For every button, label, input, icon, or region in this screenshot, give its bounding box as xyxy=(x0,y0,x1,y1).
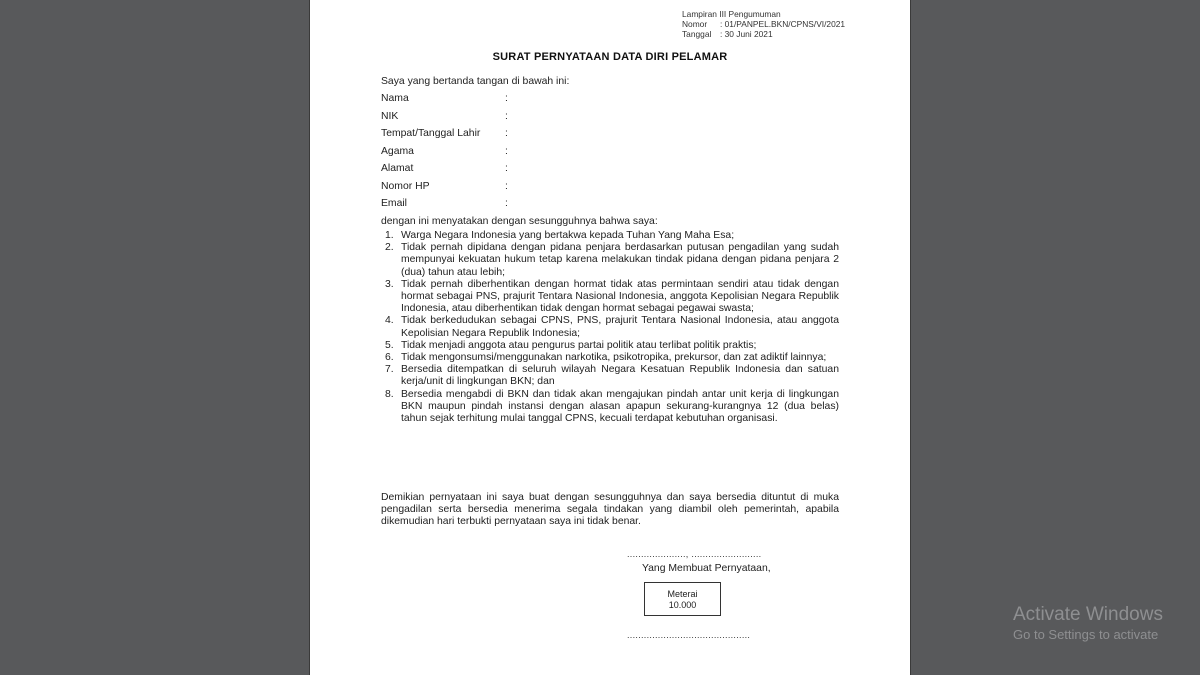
list-item-text: Tidak pernah dipidana dengan pidana penjara berdasarkan putusan pengadilan yang sudah mempunyai kekuatan hukum tetap karena melakukan tindak pidana dengan pidana penjara 2 (dua) tahun atau lebih; xyxy=(401,242,839,278)
list-item xyxy=(381,315,839,339)
list-item-number: 3. xyxy=(385,278,394,290)
list-item-number: 6. xyxy=(385,352,394,364)
meterai-stamp-box xyxy=(644,582,721,616)
list-item-number: 5. xyxy=(385,339,394,351)
meterai-label: Meterai xyxy=(667,589,698,599)
tanggal-line xyxy=(682,29,845,39)
signature-name-line: ............................................ xyxy=(627,630,751,640)
nomor-label: Nomor xyxy=(682,19,708,29)
field-colon: : xyxy=(505,145,508,157)
field-nama xyxy=(381,93,581,111)
page-border-left xyxy=(309,0,310,675)
field-label: Alamat xyxy=(381,163,414,174)
tanggal-label: Tanggal xyxy=(682,29,712,39)
list-item xyxy=(381,352,839,364)
document-header-info xyxy=(682,9,845,39)
field-agama xyxy=(381,146,581,164)
list-item xyxy=(381,230,839,242)
list-item xyxy=(381,242,839,279)
lampiran-line: Lampiran III Pengumuman xyxy=(682,9,781,19)
list-item-text: Bersedia ditempatkan di seluruh wilayah Negara Kesatuan Republik Indonesia dan satuan kerja/unit di lingkungan BKN; dan xyxy=(401,364,839,388)
list-item-number: 2. xyxy=(385,242,394,254)
field-label: Nomor HP xyxy=(381,180,430,192)
document-title: SURAT PERNYATAAN DATA DIRI PELAMAR xyxy=(492,51,728,63)
list-item xyxy=(381,279,839,316)
field-colon: : xyxy=(505,93,508,104)
field-alamat xyxy=(381,163,581,181)
field-label: NIK xyxy=(381,110,399,122)
nomor-value: : 01/PANPEL.BKN/CPNS/VI/2021 xyxy=(720,19,846,29)
watermark-title: Activate Windows xyxy=(1013,604,1163,625)
field-label: Email xyxy=(381,198,407,209)
list-item-text: Tidak mengonsumsi/menggunakan narkotika, psikotropika, prekursor, dan zat adiktif lainnya; xyxy=(401,352,827,364)
list-item xyxy=(381,340,839,352)
statement-list xyxy=(381,230,839,425)
list-item-text: Bersedia mengabdi di BKN dan tidak akan mengajukan pindah antar unit kerja di lingkungan BKN maupun pindah instansi dengan alasan apapun sekurang-kurangnya 12 (dua belas) tahun sejak terhitung mulai tanggal CPNS, kecuali terdapat kebutuhan organisasi. xyxy=(401,388,839,425)
field-label: Agama xyxy=(381,145,414,157)
field-colon: : xyxy=(505,180,508,192)
closing-paragraph: Demikian pernyataan ini saya buat dengan sesungguhnya dan saya bersedia dituntut di muka pengadilan serta bersedia menerima segala tindakan yang diambil oleh pemerintah, apabila dikemudian hari terbukti pernyataan saya ini tidak benar. xyxy=(381,492,839,528)
list-item-number: 7. xyxy=(385,364,394,376)
list-item-number: 4. xyxy=(385,315,394,327)
meterai-value: 10.000 xyxy=(668,600,697,610)
field-colon: : xyxy=(505,198,508,209)
field-email xyxy=(381,198,581,216)
watermark-subtitle: Go to Settings to activate xyxy=(1013,627,1159,642)
list-item-text: Tidak menjadi anggota atau pengurus partai politik atau terlibat politik praktis; xyxy=(401,339,757,351)
document-page xyxy=(309,0,911,675)
tanggal-value: : 30 Juni 2021 xyxy=(720,29,773,39)
field-colon: : xyxy=(505,163,508,174)
list-item-text: Tidak pernah diberhentikan dengan hormat tidak atas permintaan sendiri atau tidak dengan hormat sebagai PNS, prajurit Tentara Nasional Indonesia, anggota Kepolisian Negara Republik Indonesia, atau diberhentikan tidak dengan hormat sebagai pegawai swasta; xyxy=(401,278,839,315)
place-date-line: ....................., ......................... xyxy=(627,549,762,559)
field-tempat-tanggal-lahir xyxy=(381,128,581,146)
signer-label: Yang Membuat Pernyataan, xyxy=(642,563,771,574)
field-nomor-hp xyxy=(381,181,581,199)
list-item xyxy=(381,389,839,426)
field-colon: : xyxy=(505,128,508,139)
activate-windows-watermark xyxy=(1013,604,1163,644)
list-item-number: 8. xyxy=(385,388,394,400)
field-label: Nama xyxy=(381,93,409,104)
page-border-right xyxy=(910,0,911,675)
list-item-text: Warga Negara Indonesia yang bertakwa kepada Tuhan Yang Maha Esa; xyxy=(401,230,735,241)
nomor-line xyxy=(682,19,845,29)
list-item-text: Tidak berkedudukan sebagai CPNS, PNS, prajurit Tentara Nasional Indonesia, atau anggota Kepolisian Negara Republik Indonesia; xyxy=(401,315,839,339)
declaration-intro: dengan ini menyatakan dengan sesungguhnya bahwa saya: xyxy=(381,216,658,227)
field-colon: : xyxy=(505,110,508,122)
intro-text: Saya yang bertanda tangan di bawah ini: xyxy=(381,76,570,87)
personal-data-fields xyxy=(381,93,581,216)
field-label: Tempat/Tanggal Lahir xyxy=(381,128,481,139)
list-item-number: 1. xyxy=(385,230,394,241)
list-item xyxy=(381,364,839,388)
field-nik xyxy=(381,111,581,129)
